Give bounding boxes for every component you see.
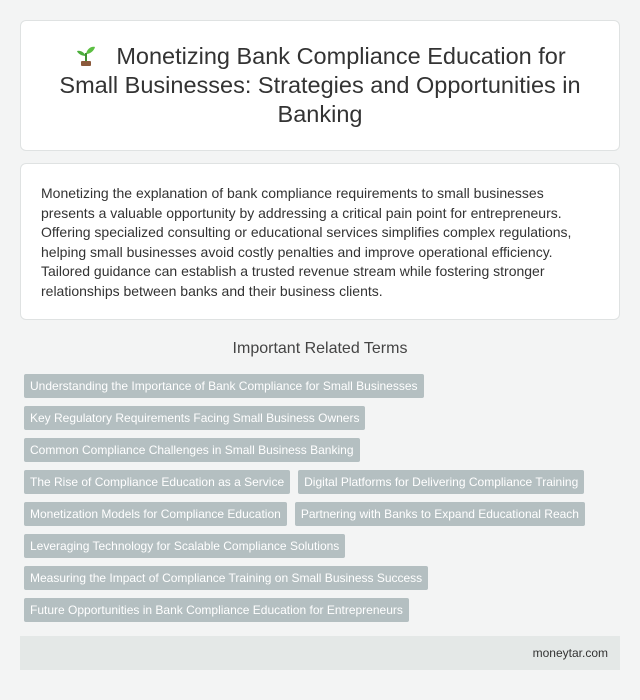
related-term-tag[interactable]: The Rise of Compliance Education as a Service	[24, 470, 290, 494]
related-terms-heading: Important Related Terms	[232, 340, 408, 357]
sprout-icon	[74, 43, 98, 67]
footer	[20, 636, 620, 670]
related-term-tag[interactable]: Leveraging Technology for Scalable Compliance Solutions	[24, 534, 345, 558]
related-term-tag[interactable]: Partnering with Banks to Expand Educational Reach	[295, 502, 585, 526]
related-term-tag[interactable]: Digital Platforms for Delivering Compliance Training	[298, 470, 584, 494]
related-term-tag[interactable]: Key Regulatory Requirements Facing Small Business Owners	[24, 406, 365, 430]
related-terms-list	[24, 374, 624, 630]
title-card	[20, 20, 620, 151]
related-term-tag[interactable]: Common Compliance Challenges in Small Business Banking	[24, 438, 360, 462]
summary-card	[20, 163, 620, 320]
related-term-tag[interactable]: Future Opportunities in Bank Compliance Education for Entrepreneurs	[24, 598, 409, 622]
related-term-tag[interactable]: Monetization Models for Compliance Education	[24, 502, 287, 526]
page-title-text: Monetizing Bank Compliance Education for Small Businesses: Strategies and Opportunities in Banking	[59, 43, 581, 127]
related-term-tag[interactable]: Measuring the Impact of Compliance Training on Small Business Success	[24, 566, 428, 590]
related-term-tag[interactable]: Understanding the Importance of Bank Compliance for Small Businesses	[24, 374, 424, 398]
summary-text: Monetizing the explanation of bank compliance requirements to small businesses presents a valuable opportunity by addressing a critical pain point for entrepreneurs. Offering specialized consulting or educational services simplifies complex regulations, helping small businesses avoid costly penalties and improve operational efficiency. Tailored guidance can establish a trusted revenue stream while fostering stronger relationships between banks and their business clients.	[41, 185, 572, 299]
footer-site-link[interactable]: moneytar.com	[532, 646, 608, 660]
page-title	[45, 42, 595, 129]
